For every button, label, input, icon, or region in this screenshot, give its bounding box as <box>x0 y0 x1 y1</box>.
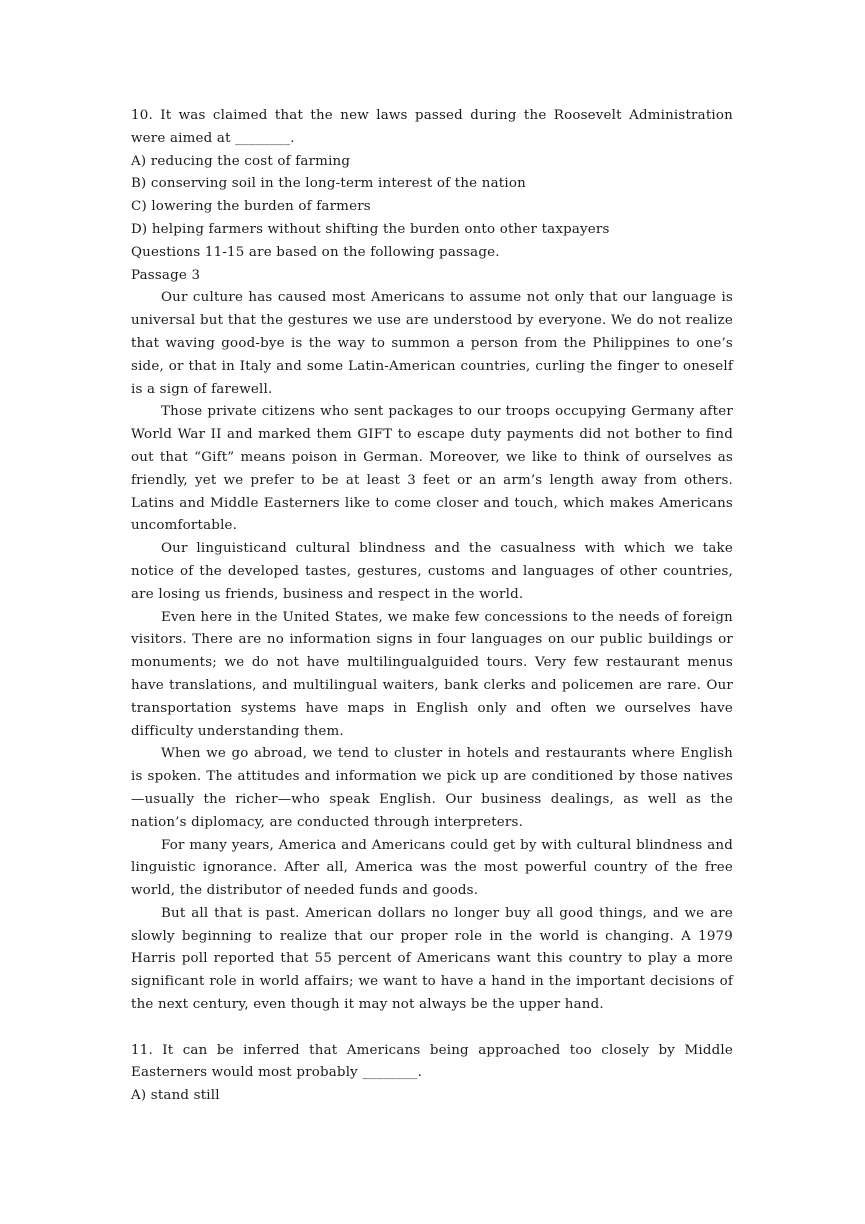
question-11-stem: 11. It can be inferred that Americans being approached too closely by Middle Easterners would most probably ________. <box>131 1042 733 1081</box>
passage-paragraph: Those private citizens who sent packages to our troops occupying Germany after World War II and marked them GIFT to escape duty payments did not bother to find out that “Gift” means poison in German. Moreover, we like to think of ourselves as friendly, yet we prefer to be at least 3 feet or an arm’s length away from others. Latins and Middle Easterners like to come closer and touch, which makes Americans uncomfortable. <box>131 404 733 534</box>
question-10-option-c: C) lowering the burden of farmers <box>131 199 371 215</box>
passage-paragraph: Our culture has caused most Americans to assume not only that our language is universal but that the gestures we use are understood by everyone. We do not realize that waving good-bye is the way to summon a person from the Philippines to one’s side, or that in Italy and some Latin-American countries, curling the finger to oneself is a sign of farewell. <box>131 290 733 397</box>
question-11 <box>131 1040 733 1108</box>
passage-paragraph: But all that is past. American dollars no longer buy all good things, and we are slowly beginning to realize that our proper role in the world is changing. A 1979 Harris poll reported that 55 percent of Americans want this country to play a more significant role in world affairs; we want to have a hand in the important decisions of the next century, even though it may not always be the upper hand. <box>131 905 733 1013</box>
blank-line <box>131 1017 733 1040</box>
question-11-option-a: A) stand still <box>131 1088 220 1104</box>
passage-body <box>131 287 733 1017</box>
document-page <box>131 105 733 1108</box>
question-10-option-d: D) helping farmers without shifting the burden onto other taxpayers <box>131 221 610 237</box>
question-10-option-a: A) reducing the cost of farming <box>131 153 351 169</box>
passage-paragraph: Even here in the United States, we make few concessions to the needs of foreign visitors. There are no information signs in four languages on our public buildings or monuments; we do not have multilingualguided tours. Very few restaurant menus have translations, and multilingual waiters, bank clerks and policemen are rare. Our transportation systems have maps in English only and often we ourselves have difficulty understanding them. <box>131 609 733 739</box>
question-10-option-b: B) conserving soil in the long-term interest of the nation <box>131 176 526 192</box>
question-10-stem: 10. It was claimed that the new laws passed during the Roosevelt Administration were aimed at ________. <box>131 108 733 146</box>
passage-paragraph: When we go abroad, we tend to cluster in hotels and restaurants where English is spoken. The attitudes and information we pick up are conditioned by those natives—usually the richer—who speak English. Our business dealings, as well as the nation’s diplomacy, are conducted through interpreters. <box>131 746 733 830</box>
section-intro: Questions 11-15 are based on the following passage. <box>131 244 500 260</box>
passage-paragraph: For many years, America and Americans could get by with cultural blindness and linguistic ignorance. After all, America was the most powerful country of the free world, the distributor of needed funds and goods. <box>131 837 733 899</box>
question-10 <box>131 105 733 242</box>
passage-paragraph: Our linguisticand cultural blindness and the casualness with which we take notice of the developed tastes, gestures, customs and languages of other countries, are losing us friends, business and respect in the world. <box>131 541 733 602</box>
passage-title: Passage 3 <box>131 267 201 283</box>
